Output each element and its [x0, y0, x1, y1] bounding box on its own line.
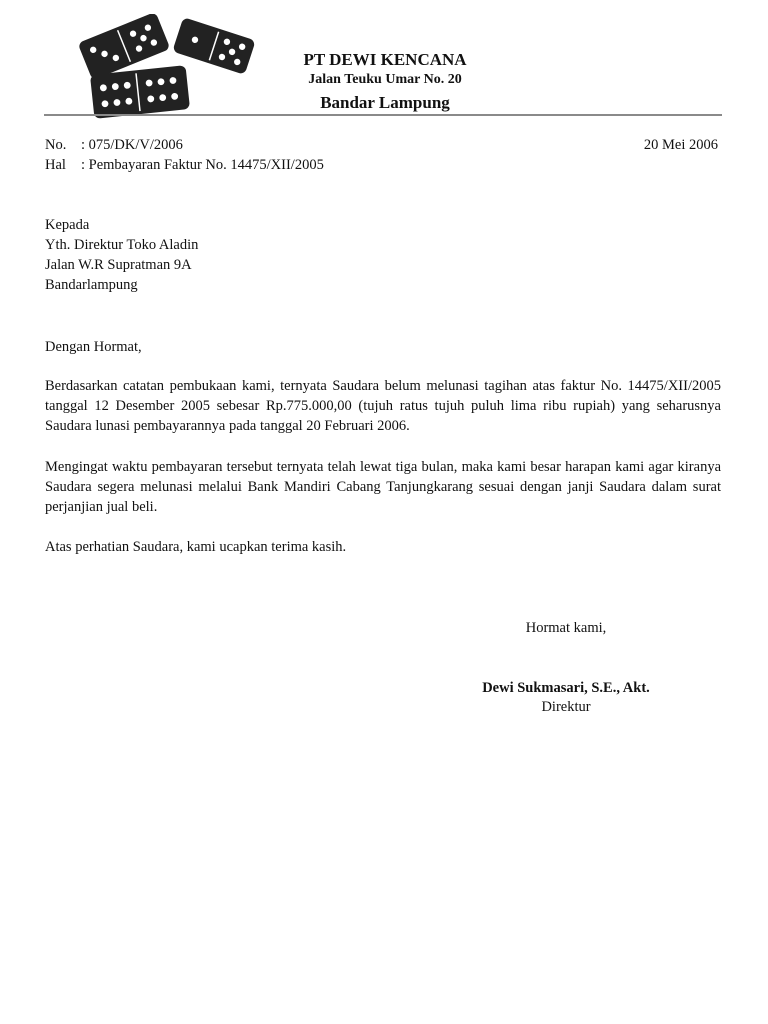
company-city: Bandar Lampung: [320, 93, 450, 112]
letter-date: 20 Mei 2006: [643, 137, 718, 153]
company-street: Jalan Teuku Umar No. 20: [308, 72, 462, 87]
letter-subject-label: Hal: [45, 157, 66, 173]
body-paragraph-1: Berdasarkan catatan pembukaan kami, ternyata Saudara belum melunasi tagihan atas faktur No. 14475/XII/2005 tanggal 12 Desember 2005 sebesar Rp.775.000,00 (tujuh ratus tujuh puluh lima ribu rupiah) yang seharusnya Saudara lunasi pembayarannya pada tanggal 20 Februari 2006.: [45, 378, 721, 434]
letter-subject-value: : Pembayaran Faktur No. 14475/XII/2005: [81, 157, 324, 173]
signer-name: Dewi Sukmasari, S.E., Akt.: [482, 680, 650, 696]
recipient-line-3: Jalan W.R Supratman 9A: [45, 257, 192, 273]
body-paragraph-2: Mengingat waktu pembayaran tersebut ternyata telah lewat tiga bulan, maka kami besar harapan kami agar kiranya Saudara segera melunasi melalui Bank Mandiri Cabang Tanjungkarang sesuai dengan janji Saudara dalam surat perjanjian jual beli.: [45, 459, 721, 515]
body-paragraph-3: Atas perhatian Saudara, kami ucapkan terima kasih.: [45, 539, 347, 555]
company-name: PT DEWI KENCANA: [303, 50, 467, 69]
domino-icon: [76, 14, 258, 120]
letter-number-value: : 075/DK/V/2006: [81, 137, 183, 153]
recipient-line-1: Kepada: [45, 217, 90, 233]
letter-subject-row: [45, 155, 445, 175]
closing-greeting: Hormat kami,: [525, 620, 607, 636]
recipient-line-4: Bandarlampung: [45, 277, 138, 293]
signer-title: Direktur: [541, 699, 591, 715]
letter-number-row: [45, 135, 345, 155]
letterhead-divider: [44, 114, 722, 116]
letter-number-label: No.: [45, 137, 67, 153]
salutation: Dengan Hormat,: [45, 339, 142, 355]
recipient-line-2: Yth. Direktur Toko Aladin: [45, 237, 199, 253]
